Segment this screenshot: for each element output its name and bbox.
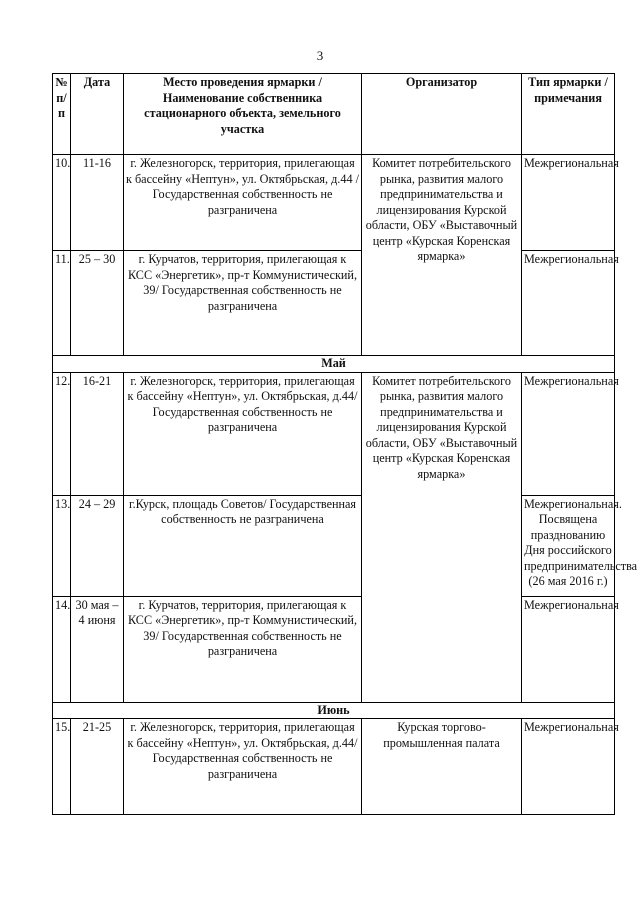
row-date: 24 – 29 — [71, 495, 124, 596]
row-place: г. Курчатов, территория, прилегающая к КСС «Энергетик», пр-т Коммунистический, 39/ Государственная собственность не разграничена — [124, 251, 362, 356]
row-type: Межрегиональная — [522, 155, 615, 251]
row-place: г. Железногорск, территория, прилегающая к бассейну «Нептун», ул. Октябрьская, д.44 / Государственная собственность не разграничена — [124, 155, 362, 251]
row-num: 13. — [53, 495, 71, 596]
row-type: Межрегиональная — [522, 251, 615, 356]
row-place: г. Курчатов, территория, прилегающая к КСС «Энергетик», пр-т Коммунистический, 39/ Государственная собственность не разграничена — [124, 596, 362, 702]
table-header-row — [53, 74, 615, 155]
row-date: 21-25 — [71, 719, 124, 815]
header-type: Тип ярмарки / примечания — [522, 74, 615, 155]
month-row-may — [53, 356, 615, 373]
row-organizer: Курская торгово-промышленная палата — [362, 719, 522, 815]
row-place: г. Железногорск, территория, прилегающая к бассейну «Нептун», ул. Октябрьская, д.44/ Государственная собственность не разграничена — [124, 372, 362, 495]
row-num: 15. — [53, 719, 71, 815]
row-organizer: Комитет потребительского рынка, развития малого предпринимательства и лицензирования Курской области, ОБУ «Выставочный центр «Курская Коренская ярмарка» — [362, 372, 522, 702]
header-organizer: Организатор — [362, 74, 522, 155]
fairs-table — [52, 73, 638, 815]
row-date: 11-16 — [71, 155, 124, 251]
header-num: № п/п — [53, 74, 71, 155]
row-place: г. Железногорск, территория, прилегающая к бассейну «Нептун», ул. Октябрьская, д.44/ Государственная собственность не разграничена — [124, 719, 362, 815]
table-row — [53, 372, 615, 495]
row-place: г.Курск, площадь Советов/ Государственная собственность не разграничена — [124, 495, 362, 596]
row-num: 14. — [53, 596, 71, 702]
header-place: Место проведения ярмарки / Наименование собственника стационарного объекта, земельного участка — [124, 74, 362, 155]
row-type: Межрегиональная — [522, 719, 615, 815]
page-number: 3 — [316, 48, 324, 63]
row-date: 16-21 — [71, 372, 124, 495]
row-date: 30 мая – 4 июня — [71, 596, 124, 702]
header-date: Дата — [71, 74, 124, 155]
row-organizer: Комитет потребительского рынка, развития малого предпринимательства и лицензирования Курской области, ОБУ «Выставочный центр «Курская Коренская ярмарка» — [362, 155, 522, 356]
table-row — [53, 155, 615, 251]
row-type: Межрегиональная. Посвящена празднованию Дня российского предпринимательства (26 мая 2016 г.) — [522, 495, 615, 596]
row-type: Межрегиональная — [522, 596, 615, 702]
row-num: 12. — [53, 372, 71, 495]
row-num: 11. — [53, 251, 71, 356]
month-label-may: Май — [53, 356, 615, 373]
month-row-june — [53, 702, 615, 719]
table-row — [53, 495, 615, 596]
table-row — [53, 251, 615, 356]
month-label-june: Июнь — [53, 702, 615, 719]
row-date: 25 – 30 — [71, 251, 124, 356]
table-row — [53, 596, 615, 702]
row-num: 10. — [53, 155, 71, 251]
table-row — [53, 719, 615, 815]
row-type: Межрегиональная — [522, 372, 615, 495]
